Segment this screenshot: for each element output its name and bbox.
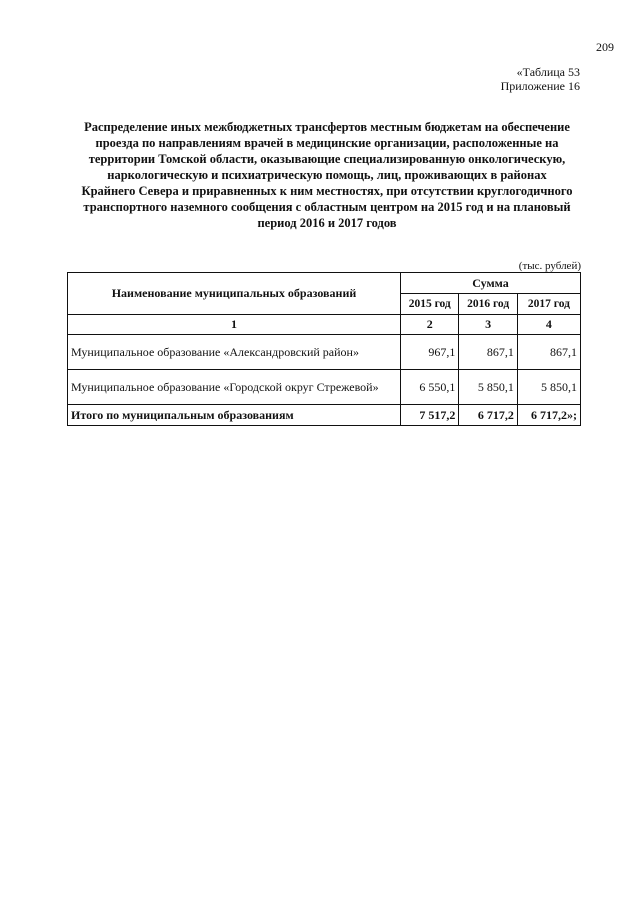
document-title: Распределение иных межбюджетных трансфертов местным бюджетам на обеспечение проезда по направлениям врачей в медицинские организации, расположенные на территории Томской области, оказывающие специализированную онкологическую, наркологическую и психиатрическую помощь, лиц, проживающих в районах Крайнего Севера и приравненных к ним местностях, при отсутствии круглогодичного транспортного наземного сообщения с областным центром на 2015 год и на плановый период 2016 и 2017 годов (81, 120, 573, 230)
year-2015-header: 2015 год (401, 294, 459, 315)
value-2015: 967,1 (401, 335, 459, 370)
header-row (68, 273, 581, 294)
total-2015: 7 517,2 (401, 405, 459, 426)
table-number: «Таблица 53 (516, 65, 580, 79)
units-note: (тыс. рублей) (518, 260, 581, 272)
column-number: 3 (459, 315, 517, 335)
year-2016-header: 2016 год (459, 294, 517, 315)
table-row (68, 335, 581, 370)
page-number: 209 (596, 40, 614, 54)
municipality-name: Муниципальное образование «Александровский район» (68, 335, 401, 370)
column-numbers-row (68, 315, 581, 335)
value-2016: 867,1 (459, 335, 517, 370)
total-2017: 6 717,2»; (517, 405, 580, 426)
total-row (68, 405, 581, 426)
column-number: 2 (401, 315, 459, 335)
name-column-header: Наименование муниципальных образований (68, 273, 401, 315)
value-2016: 5 850,1 (459, 370, 517, 405)
column-number: 4 (517, 315, 580, 335)
value-2017: 867,1 (517, 335, 580, 370)
sum-column-header: Сумма (401, 273, 581, 294)
column-number: 1 (68, 315, 401, 335)
value-2015: 6 550,1 (401, 370, 459, 405)
value-2017: 5 850,1 (517, 370, 580, 405)
total-2016: 6 717,2 (459, 405, 517, 426)
municipality-name: Муниципальное образование «Городской округ Стрежевой» (68, 370, 401, 405)
table-reference (501, 65, 580, 93)
transfers-table (67, 272, 581, 426)
appendix-number: Приложение 16 (500, 79, 580, 93)
year-2017-header: 2017 год (517, 294, 580, 315)
table-row (68, 370, 581, 405)
total-label: Итого по муниципальным образованиям (68, 405, 401, 426)
